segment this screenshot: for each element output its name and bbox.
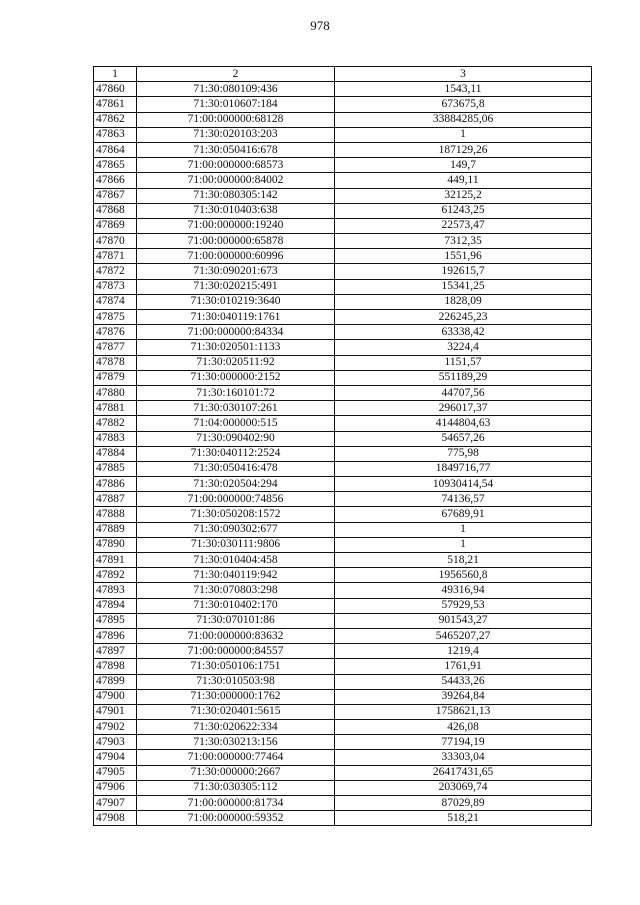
- cadastral-number-cell: 71:30:080109:436: [137, 82, 335, 97]
- row-number-cell: 47885: [94, 461, 137, 476]
- row-number-cell: 47870: [94, 234, 137, 249]
- value-cell: 67689,91: [335, 507, 592, 522]
- cadastral-number-cell: 71:00:000000:84557: [137, 644, 335, 659]
- row-number-cell: 47889: [94, 522, 137, 537]
- value-cell: 775,98: [335, 446, 592, 461]
- cadastral-number-cell: 71:30:000000:2667: [137, 765, 335, 780]
- row-number-cell: 47874: [94, 294, 137, 309]
- table-row: [94, 780, 592, 795]
- cadastral-number-cell: 71:00:000000:74856: [137, 492, 335, 507]
- column-header-3: 3: [335, 67, 592, 82]
- cadastral-number-cell: 71:00:000000:19240: [137, 218, 335, 233]
- value-cell: 901543,27: [335, 613, 592, 628]
- cadastral-number-cell: 71:00:000000:84002: [137, 173, 335, 188]
- value-cell: 1551,96: [335, 249, 592, 264]
- row-number-cell: 47881: [94, 401, 137, 416]
- table-row: [94, 158, 592, 173]
- value-cell: 77194,19: [335, 735, 592, 750]
- cadastral-number-cell: 71:30:000000:1762: [137, 689, 335, 704]
- cadastral-number-cell: 71:30:030111:9806: [137, 537, 335, 552]
- row-number-cell: 47872: [94, 264, 137, 279]
- row-number-cell: 47886: [94, 477, 137, 492]
- value-cell: 449,11: [335, 173, 592, 188]
- cadastral-number-cell: 71:00:000000:60996: [137, 249, 335, 264]
- cadastral-number-cell: 71:30:040119:1761: [137, 310, 335, 325]
- cadastral-number-cell: 71:30:020401:5615: [137, 704, 335, 719]
- cadastral-number-cell: 71:30:010402:170: [137, 598, 335, 613]
- cadastral-number-cell: 71:30:020511:92: [137, 355, 335, 370]
- table-row: [94, 537, 592, 552]
- table-row: [94, 325, 592, 340]
- value-cell: 1219,4: [335, 644, 592, 659]
- value-cell: 39264,84: [335, 689, 592, 704]
- row-number-cell: 47876: [94, 325, 137, 340]
- value-cell: 32125,2: [335, 188, 592, 203]
- table-body: [94, 82, 592, 826]
- value-cell: 1828,09: [335, 294, 592, 309]
- row-number-cell: 47907: [94, 796, 137, 811]
- value-cell: 149,7: [335, 158, 592, 173]
- value-cell: 1151,57: [335, 355, 592, 370]
- cadastral-number-cell: 71:30:030107:261: [137, 401, 335, 416]
- row-number-cell: 47884: [94, 446, 137, 461]
- column-header-1: 1: [94, 67, 137, 82]
- cadastral-number-cell: 71:30:010403:638: [137, 203, 335, 218]
- cadastral-number-cell: 71:00:000000:59352: [137, 811, 335, 826]
- row-number-cell: 47888: [94, 507, 137, 522]
- cadastral-number-cell: 71:00:000000:77464: [137, 750, 335, 765]
- row-number-cell: 47898: [94, 659, 137, 674]
- cadastral-number-cell: 71:30:090201:673: [137, 264, 335, 279]
- row-number-cell: 47901: [94, 704, 137, 719]
- value-cell: 15341,25: [335, 279, 592, 294]
- cadastral-number-cell: 71:30:020103:203: [137, 127, 335, 142]
- value-cell: 26417431,65: [335, 765, 592, 780]
- cadastral-number-cell: 71:00:000000:68573: [137, 158, 335, 173]
- table-row: [94, 659, 592, 674]
- cadastral-number-cell: 71:30:010219:3640: [137, 294, 335, 309]
- value-cell: 296017,37: [335, 401, 592, 416]
- row-number-cell: 47890: [94, 537, 137, 552]
- cadastral-number-cell: 71:30:030305:112: [137, 780, 335, 795]
- cadastral-number-cell: 71:30:000000:2152: [137, 370, 335, 385]
- cadastral-number-cell: 71:04:000000:515: [137, 416, 335, 431]
- row-number-cell: 47869: [94, 218, 137, 233]
- cadastral-number-cell: 71:30:070803:298: [137, 583, 335, 598]
- row-number-cell: 47903: [94, 735, 137, 750]
- row-number-cell: 47883: [94, 431, 137, 446]
- table-row: [94, 355, 592, 370]
- table-row: [94, 370, 592, 385]
- table-row: [94, 294, 592, 309]
- row-number-cell: 47894: [94, 598, 137, 613]
- value-cell: 57929,53: [335, 598, 592, 613]
- cadastral-number-cell: 71:30:020504:294: [137, 477, 335, 492]
- value-cell: 33884285,06: [335, 112, 592, 127]
- cadastral-number-cell: 71:30:050106:1751: [137, 659, 335, 674]
- table-row: [94, 568, 592, 583]
- value-cell: 226245,23: [335, 310, 592, 325]
- table-row: [94, 796, 592, 811]
- value-cell: 192615,7: [335, 264, 592, 279]
- table-row: [94, 97, 592, 112]
- table-row: [94, 173, 592, 188]
- table-row: [94, 446, 592, 461]
- cadastral-number-cell: 71:30:020215:491: [137, 279, 335, 294]
- row-number-cell: 47904: [94, 750, 137, 765]
- column-header-2: 2: [137, 67, 335, 82]
- table-row: [94, 689, 592, 704]
- table-row: [94, 628, 592, 643]
- cadastral-number-cell: 71:30:030213:156: [137, 735, 335, 750]
- value-cell: 518,21: [335, 811, 592, 826]
- table-row: [94, 279, 592, 294]
- value-cell: 10930414,54: [335, 477, 592, 492]
- value-cell: 673675,8: [335, 97, 592, 112]
- table-row: [94, 340, 592, 355]
- cadastral-number-cell: 71:30:010607:184: [137, 97, 335, 112]
- table-row: [94, 704, 592, 719]
- cadastral-number-cell: 71:30:020622:334: [137, 720, 335, 735]
- row-number-cell: 47866: [94, 173, 137, 188]
- row-number-cell: 47882: [94, 416, 137, 431]
- row-number-cell: 47879: [94, 370, 137, 385]
- cadastral-number-cell: 71:30:020501:1133: [137, 340, 335, 355]
- cadastral-number-cell: 71:30:040119:942: [137, 568, 335, 583]
- row-number-cell: 47863: [94, 127, 137, 142]
- value-cell: 551189,29: [335, 370, 592, 385]
- value-cell: 1758621,13: [335, 704, 592, 719]
- table-row: [94, 416, 592, 431]
- table-row: [94, 431, 592, 446]
- table-row: [94, 82, 592, 97]
- table-row: [94, 507, 592, 522]
- row-number-cell: 47860: [94, 82, 137, 97]
- cadastral-number-cell: 71:00:000000:68128: [137, 112, 335, 127]
- row-number-cell: 47887: [94, 492, 137, 507]
- value-cell: 63338,42: [335, 325, 592, 340]
- row-number-cell: 47896: [94, 628, 137, 643]
- header-row: [94, 67, 592, 82]
- value-cell: 1: [335, 127, 592, 142]
- cadastral-number-cell: 71:30:090302:677: [137, 522, 335, 537]
- value-cell: 1956560,8: [335, 568, 592, 583]
- table-row: [94, 492, 592, 507]
- table-row: [94, 583, 592, 598]
- table-row: [94, 811, 592, 826]
- table-row: [94, 522, 592, 537]
- row-number-cell: 47897: [94, 644, 137, 659]
- value-cell: 426,08: [335, 720, 592, 735]
- value-cell: 54433,26: [335, 674, 592, 689]
- row-number-cell: 47873: [94, 279, 137, 294]
- table-row: [94, 264, 592, 279]
- table-row: [94, 553, 592, 568]
- row-number-cell: 47891: [94, 553, 137, 568]
- row-number-cell: 47899: [94, 674, 137, 689]
- cadastral-number-cell: 71:00:000000:65878: [137, 234, 335, 249]
- value-cell: 518,21: [335, 553, 592, 568]
- row-number-cell: 47877: [94, 340, 137, 355]
- row-number-cell: 47908: [94, 811, 137, 826]
- cadastral-number-cell: 71:00:000000:84334: [137, 325, 335, 340]
- table-row: [94, 674, 592, 689]
- row-number-cell: 47900: [94, 689, 137, 704]
- cadastral-number-cell: 71:30:090402:90: [137, 431, 335, 446]
- value-cell: 1: [335, 537, 592, 552]
- cadastral-number-cell: 71:00:000000:81734: [137, 796, 335, 811]
- table-row: [94, 735, 592, 750]
- value-cell: 7312,35: [335, 234, 592, 249]
- cadastral-number-cell: 71:30:040112:2524: [137, 446, 335, 461]
- value-cell: 61243,25: [335, 203, 592, 218]
- row-number-cell: 47880: [94, 385, 137, 400]
- table-row: [94, 188, 592, 203]
- value-cell: 187129,26: [335, 142, 592, 157]
- table-row: [94, 385, 592, 400]
- cadastral-number-cell: 71:30:050208:1572: [137, 507, 335, 522]
- cadastral-table: [93, 66, 592, 826]
- value-cell: 49316,94: [335, 583, 592, 598]
- table-row: [94, 203, 592, 218]
- table-row: [94, 112, 592, 127]
- value-cell: 33303,04: [335, 750, 592, 765]
- table-row: [94, 234, 592, 249]
- value-cell: 1543,11: [335, 82, 592, 97]
- table-row: [94, 401, 592, 416]
- value-cell: 1761,91: [335, 659, 592, 674]
- page-number: 978: [310, 18, 330, 33]
- value-cell: 5465207,27: [335, 628, 592, 643]
- row-number-cell: 47875: [94, 310, 137, 325]
- cadastral-number-cell: 71:30:010404:458: [137, 553, 335, 568]
- table-row: [94, 598, 592, 613]
- table-row: [94, 613, 592, 628]
- cadastral-number-cell: 71:30:050416:678: [137, 142, 335, 157]
- value-cell: 44707,56: [335, 385, 592, 400]
- table-row: [94, 644, 592, 659]
- value-cell: 1: [335, 522, 592, 537]
- table-row: [94, 127, 592, 142]
- cadastral-number-cell: 71:30:010503:98: [137, 674, 335, 689]
- row-number-cell: 47871: [94, 249, 137, 264]
- table-row: [94, 765, 592, 780]
- row-number-cell: 47864: [94, 142, 137, 157]
- row-number-cell: 47867: [94, 188, 137, 203]
- table-row: [94, 310, 592, 325]
- row-number-cell: 47865: [94, 158, 137, 173]
- cadastral-number-cell: 71:30:160101:72: [137, 385, 335, 400]
- row-number-cell: 47868: [94, 203, 137, 218]
- cadastral-number-cell: 71:30:080305:142: [137, 188, 335, 203]
- table-row: [94, 461, 592, 476]
- value-cell: 203069,74: [335, 780, 592, 795]
- row-number-cell: 47895: [94, 613, 137, 628]
- row-number-cell: 47861: [94, 97, 137, 112]
- value-cell: 1849716,77: [335, 461, 592, 476]
- row-number-cell: 47905: [94, 765, 137, 780]
- value-cell: 3224,4: [335, 340, 592, 355]
- row-number-cell: 47878: [94, 355, 137, 370]
- table-row: [94, 477, 592, 492]
- row-number-cell: 47892: [94, 568, 137, 583]
- value-cell: 4144804,63: [335, 416, 592, 431]
- table-row: [94, 750, 592, 765]
- value-cell: 87029,89: [335, 796, 592, 811]
- table-row: [94, 720, 592, 735]
- table-row: [94, 249, 592, 264]
- cadastral-number-cell: 71:30:050416:478: [137, 461, 335, 476]
- row-number-cell: 47893: [94, 583, 137, 598]
- value-cell: 22573,47: [335, 218, 592, 233]
- cadastral-number-cell: 71:30:070101:86: [137, 613, 335, 628]
- value-cell: 74136,57: [335, 492, 592, 507]
- cadastral-number-cell: 71:00:000000:83632: [137, 628, 335, 643]
- table-row: [94, 218, 592, 233]
- row-number-cell: 47906: [94, 780, 137, 795]
- row-number-cell: 47862: [94, 112, 137, 127]
- value-cell: 54657,26: [335, 431, 592, 446]
- table-row: [94, 142, 592, 157]
- row-number-cell: 47902: [94, 720, 137, 735]
